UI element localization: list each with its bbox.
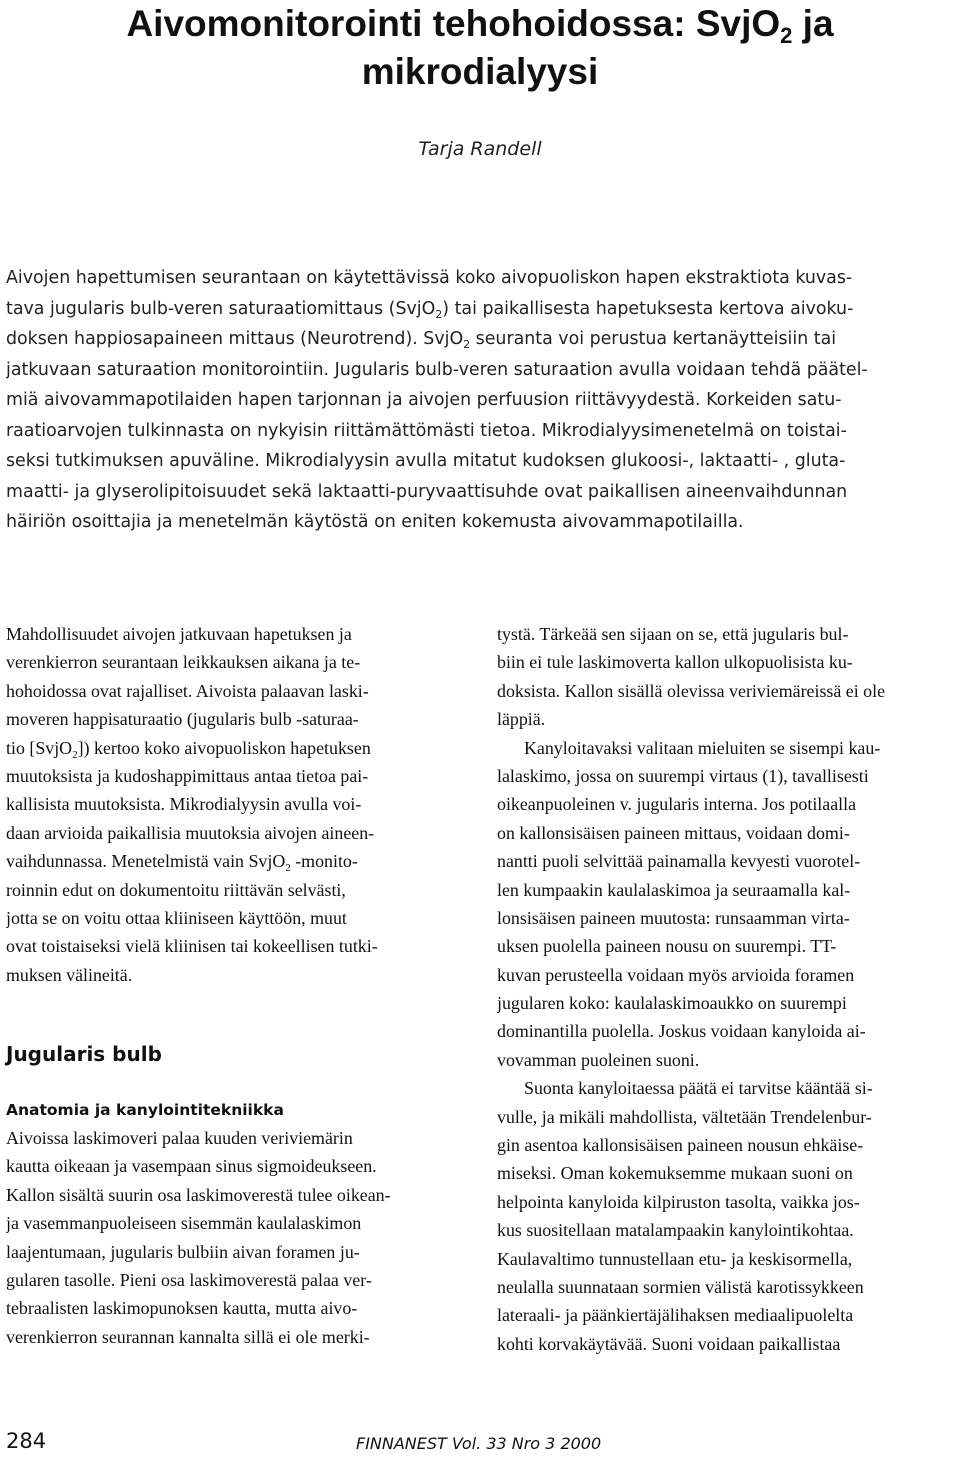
text-line: len kumpaakin kaulalaskimoa ja seuraamalla kal- xyxy=(497,879,851,900)
text-line: tystä. Tärkeää sen sijaan on se, että jugularis bul- xyxy=(497,624,849,644)
text-line: doksista. Kallon sisällä olevissa veriviemäreissä ei ole xyxy=(497,680,886,701)
text-line: tio [SvjO$_2$]) kertoo koko aivopuoliskon hapetuksen xyxy=(6,737,371,761)
abstract-line: doksen happiosapaineen mittaus (Neurotrend). SvjO$_2$ seuranta voi perustua kertanäytteisiin tai xyxy=(6,329,837,351)
text-line: Kanyloitavaksi valitaan mieluiten se sisempi kau- xyxy=(524,737,881,758)
text-line: jotta se on voitu ottaa kliiniseen käyttöön, muut xyxy=(6,907,347,928)
subsection-heading: Anatomia ja kanylointitekniikka xyxy=(6,1101,284,1120)
article-title xyxy=(0,0,960,96)
page-number: 284 xyxy=(6,1429,47,1453)
title-line-1: Aivomonitorointi tehohoidossa: SvjO$_2$ ja xyxy=(126,3,834,48)
abstract-line: raatioarvojen tulkinnasta on nykyisin riittämättömästi tietoa. Mikrodialyysimenetelmä on toistai- xyxy=(6,420,847,441)
paragraph-continuation xyxy=(497,620,958,734)
text-line: lalaskimo, jossa on suurempi virtaus (1), tavallisesti xyxy=(497,765,869,786)
abstract xyxy=(6,263,956,538)
journal-footer: FINNANEST Vol. 33 Nro 3 2000 xyxy=(356,1434,602,1453)
text-line: tebraalisten laskimopunoksen kautta, mutta aivo- xyxy=(6,1298,358,1319)
text-line: Suonta kanyloitaessa päätä ei tarvitse kääntää si- xyxy=(524,1078,873,1099)
text-line: moveren happisaturaatio (jugularis bulb -saturaa- xyxy=(6,709,359,730)
text-line: verenkierron seurannan kannalta sillä ei ole merki- xyxy=(6,1326,370,1347)
text-line: ovat toistaiseksi vielä kliinisen tai kokeellisen tutki- xyxy=(6,936,378,957)
abstract-line: Aivojen hapettumisen seurantaan on käytettävissä koko aivopuoliskon hapen ekstraktiota kuvas- xyxy=(6,268,853,288)
text-line: kallisista muutoksista. Mikrodialyysin avulla voi- xyxy=(6,794,362,815)
text-line: gularen tasolle. Pieni osa laskimoverestä palaa ver- xyxy=(6,1270,372,1291)
text-line: kuvan perusteella voidaan myös arvioida foramen xyxy=(497,964,855,985)
text-line: läppiä. xyxy=(497,709,546,730)
abstract-line: maatti- ja glyserolipitoisuudet sekä laktaatti-puryvaattisuhde ovat paikallisen aineenvaihdunnan xyxy=(6,481,848,502)
text-line: uksen puolella paineen nousu on suurempi. TT- xyxy=(497,936,837,957)
text-line: Kaulavaltimo tunnustellaan etu- ja keskisormella, xyxy=(497,1248,853,1269)
paragraph-intro xyxy=(6,620,467,989)
right-column xyxy=(497,620,958,1358)
abstract-line: häiriön osoittajia ja menetelmän käytöstä on eniten kokemusta aivovammapotilailla. xyxy=(6,512,744,532)
text-line: Mahdollisuudet aivojen jatkuvaan hapetuksen ja xyxy=(6,624,352,644)
paragraph-cannulation xyxy=(497,734,958,1075)
text-line: muutoksista ja kudoshappimittaus antaa tietoa pai- xyxy=(6,765,369,786)
text-line: verenkierron seurantaan leikkauksen aikana ja te- xyxy=(6,652,361,673)
text-line: vaihdunnassa. Menetelmistä vain SvjO$_2$ -monito- xyxy=(6,851,358,875)
abstract-line: jatkuvaan saturaation monitorointiin. Jugularis bulb-veren saturaation avulla voidaan tehdä päätel- xyxy=(6,359,868,380)
paragraph-technique xyxy=(497,1074,958,1358)
text-line: gin asentoa kallonsisäisen paineen nousun ehkäise- xyxy=(497,1135,864,1156)
text-line: jugularen koko: kaulalaskimoaukko on suurempi xyxy=(497,993,847,1014)
text-line: vovamman puoleinen suoni. xyxy=(497,1049,700,1070)
text-line: hohoidossa ovat rajalliset. Aivoista palaavan laski- xyxy=(6,680,369,701)
text-line: lateraali- ja päänkiertäjälihaksen mediaalipuolelta xyxy=(497,1305,854,1326)
text-line: kautta oikeaan ja vasempaan sinus sigmoideukseen. xyxy=(6,1156,377,1177)
abstract-line: miä aivovammapotilaiden hapen tarjonnan ja aivojen perfuusion riittävyydestä. Korkeiden satu- xyxy=(6,390,842,410)
abstract-line: seksi tutkimuksen apuväline. Mikrodialyysin avulla mitatut kudoksen glukoosi-, laktaatti- , gluta- xyxy=(6,451,846,471)
text-line: daan arvioida paikallisia muutoksia aivojen aineen- xyxy=(6,822,375,843)
text-line: biin ei tule laskimoverta kallon ulkopuolisista ku- xyxy=(497,652,853,673)
paragraph-anatomy xyxy=(6,1124,467,1351)
title-line-2: mikrodialyysi xyxy=(361,51,599,92)
text-line: on kallonsisäisen paineen mittaus, voidaan domi- xyxy=(497,822,850,843)
text-line: vulle, ja mikäli mahdollista, vältetään Trendelenbur- xyxy=(497,1106,872,1127)
text-line: nantti puoli selvittää painamalla kevyesti vuorotel- xyxy=(497,851,861,872)
text-line: helpointa kanyloida kilpiruston tasolta, vaikka jos- xyxy=(497,1191,860,1212)
section-heading: Jugularis bulb xyxy=(6,1042,162,1067)
text-line: kohti korvakäytävää. Suoni voidaan paikallistaa xyxy=(497,1333,841,1354)
text-line: laajentumaan, jugularis bulbiin aivan foramen ju- xyxy=(6,1241,360,1262)
text-line: kus suositellaan matalampaakin kanylointikohtaa. xyxy=(497,1220,854,1241)
left-column xyxy=(6,620,467,1351)
text-line: oikeanpuoleinen v. jugularis interna. Jos potilaalla xyxy=(497,794,857,815)
text-line: roinnin edut on dokumentoitu riittävän selvästi, xyxy=(6,879,346,900)
text-line: miseksi. Oman kokemuksemme mukaan suoni on xyxy=(497,1163,853,1184)
author-name: Tarja Randell xyxy=(418,138,542,160)
text-line: Aivoissa laskimoveri palaa kuuden veriviemärin xyxy=(6,1128,353,1149)
text-line: neulalla suunnataan sormien välistä karotissykkeen xyxy=(497,1276,864,1297)
abstract-line: tava jugularis bulb-veren saturaatiomittaus (SvjO$_2$) tai paikallisesta hapetuksesta kertova aivoku- xyxy=(6,298,854,321)
text-line: lonsisäisen paineen muutosta: runsaamman virta- xyxy=(497,907,850,928)
text-line: dominantilla puolella. Joskus voidaan kanyloida ai- xyxy=(497,1021,866,1042)
text-line: Kallon sisältä suurin osa laskimoverestä tulee oikean- xyxy=(6,1184,391,1205)
text-line: muksen välineitä. xyxy=(6,964,133,985)
text-line: ja vasemmanpuoleiseen sisemmän kaulalaskimon xyxy=(6,1213,362,1234)
